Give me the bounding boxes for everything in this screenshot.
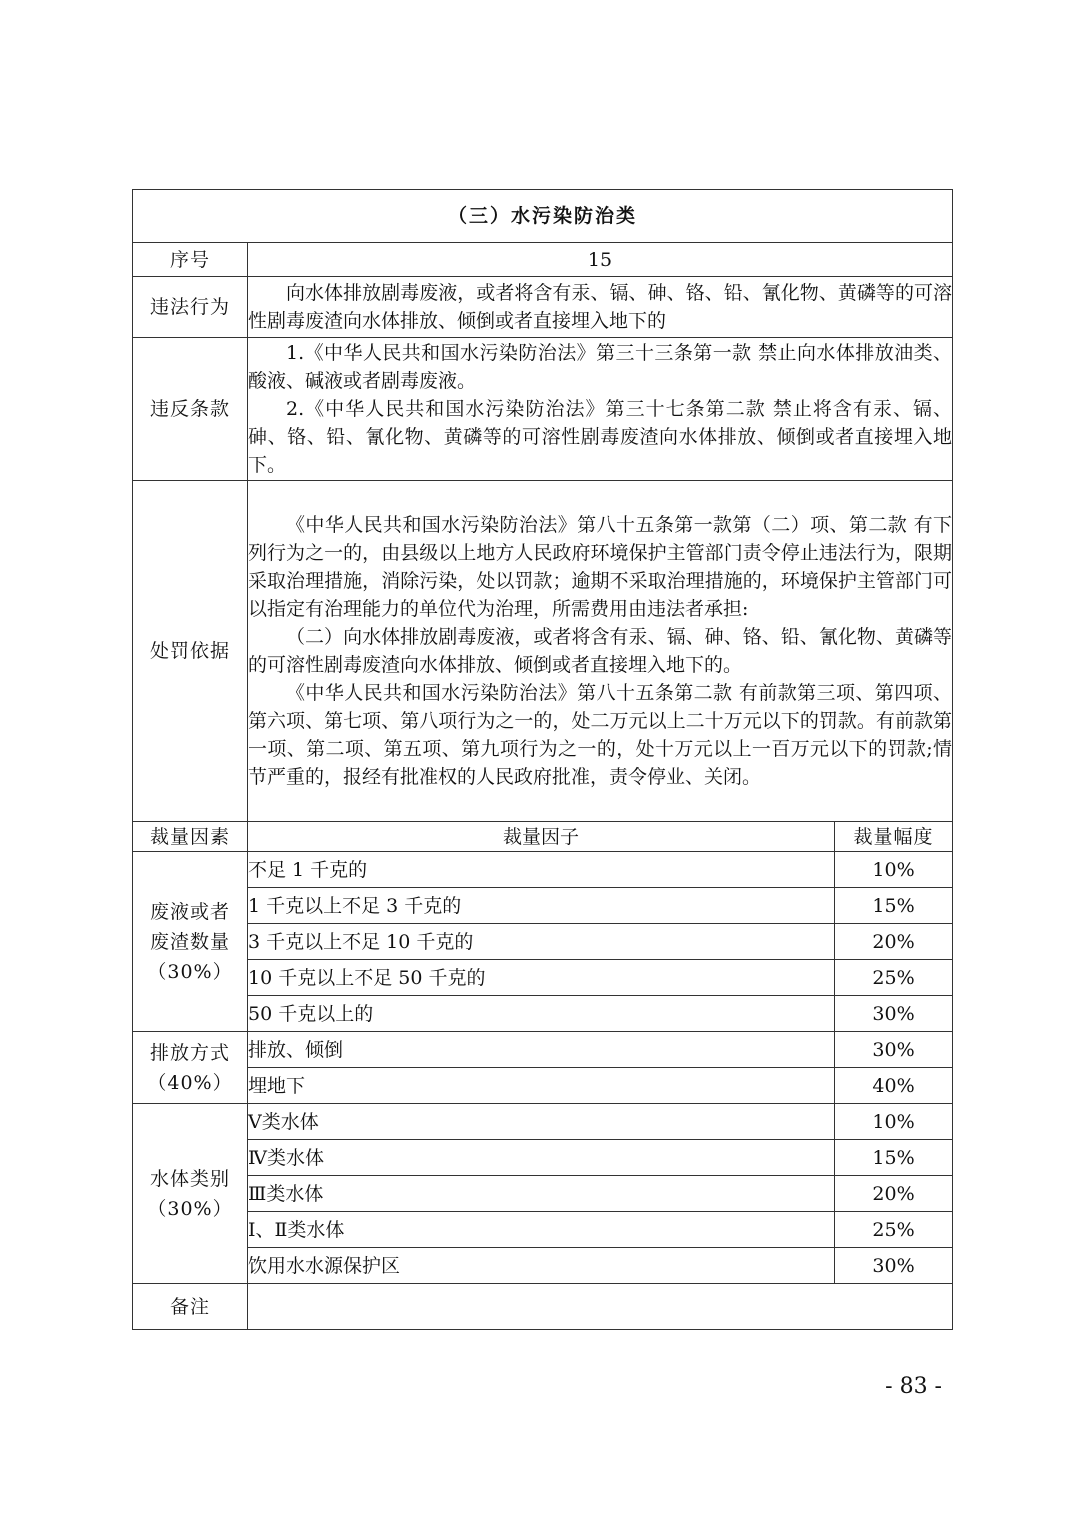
factor-percentage: 25% [835,960,953,996]
factor-group-label-line: 废液或者 [149,900,230,923]
factor-percentage: 15% [835,888,953,924]
remarks-row [133,1284,953,1330]
clauses-label: 违反条款 [133,338,248,481]
factor-percentage: 15% [835,1140,953,1176]
basis-paragraph: 《中华人民共和国水污染防治法》第八十五条第二款 有前款第三项、第四项、第六项、第七项、第八项行为之一的，处二万元以上二十万元以下的罚款。有前款第一项、第二项、第五项、第九项行为之一的，处十万元以上一百万元以下的罚款;情节严重的，报经有批准权的人民政府批准，责令停业、关闭。 [248,682,953,788]
factor-group-label [133,852,248,1032]
factor-text: 排放、倾倒 [248,1032,835,1068]
factor-percentage: 30% [835,1032,953,1068]
factor-text: 50 千克以上的 [248,996,835,1032]
factor-percentage: 20% [835,924,953,960]
factor-percentage: 10% [835,852,953,888]
factor-text: Ⅴ类水体 [248,1104,835,1140]
basis-paragraph: （二）向水体排放剧毒废液，或者将含有汞、镉、砷、铬、铅、氰化物、黄磷等的可溶性剧毒废渣向水体排放、倾倒或者直接埋入地下的。 [248,626,953,676]
clause-paragraph: 2.《中华人民共和国水污染防治法》第三十七条第二款 禁止将含有汞、镉、砷、铬、铅、氰化物、黄磷等的可溶性剧毒废渣向水体排放、倾倒或者直接埋入地下。 [248,398,953,476]
factor-text: 埋地下 [248,1068,835,1104]
factor-percentage: 10% [835,1104,953,1140]
factor-group-label-line: 废渣数量 [149,930,230,953]
clauses-row [133,338,953,481]
factor-group-label-line: （30%） [147,1197,233,1220]
factor-row [133,996,953,1032]
violation-cell [248,277,953,338]
factor-row [133,888,953,924]
factor-text: 不足 1 千克的 [248,852,835,888]
page-number: - 83 - [885,1374,942,1399]
clauses-cell [248,338,953,481]
factor-percentage: 30% [835,1248,953,1284]
factor-row [133,852,953,888]
factor-text: 3 千克以上不足 10 千克的 [248,924,835,960]
title-row [133,190,953,243]
factor-header-row [133,822,953,852]
basis-paragraph: 《中华人民共和国水污染防治法》第八十五条第一款第（二）项、第二款 有下列行为之一的，由县级以上地方人民政府环境保护主管部门责令停止违法行为，限期采取治理措施，消除污染，处以罚款；逾期不采取治理措施的，环境保护主管部门可以指定有治理能力的单位代为治理，所需费用由违法者承担: [248,514,953,620]
serial-value: 15 [248,243,953,277]
factor-text: Ⅳ类水体 [248,1140,835,1176]
factor-group-label-line: 水体类别 [149,1167,230,1190]
factor-group-label-line: 排放方式 [149,1041,230,1064]
factor-row [133,924,953,960]
range-header: 裁量幅度 [835,822,953,852]
factor-text: Ⅰ、Ⅱ类水体 [248,1212,835,1248]
violation-label: 违法行为 [133,277,248,338]
factor-row [133,960,953,996]
factor-text: 10 千克以上不足 50 千克的 [248,960,835,996]
factor-percentage: 25% [835,1212,953,1248]
sub-factor-header: 裁量因子 [248,822,835,852]
table-title: （三）水污染防治类 [133,190,953,243]
violation-text: 向水体排放剧毒废液，或者将含有汞、镉、砷、铬、铅、氰化物、黄磷等的可溶性剧毒废渣向水体排放、倾倒或者直接埋入地下的 [248,282,953,332]
basis-row [133,481,953,822]
factor-percentage: 30% [835,996,953,1032]
basis-cell [248,481,953,822]
factor-row [133,1212,953,1248]
factor-row [133,1248,953,1284]
factor-group-label-line: （30%） [147,960,233,983]
penalty-table [132,189,953,1330]
factor-row [133,1140,953,1176]
remarks-label: 备注 [133,1284,248,1330]
violation-row [133,277,953,338]
clause-paragraph: 1.《中华人民共和国水污染防治法》第三十三条第一款 禁止向水体排放油类、酸液、碱液或者剧毒废液。 [248,342,953,392]
factor-group-label [133,1032,248,1104]
factor-text: Ⅲ类水体 [248,1176,835,1212]
factor-row [133,1068,953,1104]
factor-row [133,1104,953,1140]
serial-row [133,243,953,277]
factor-percentage: 40% [835,1068,953,1104]
factor-percentage: 20% [835,1176,953,1212]
factor-row [133,1176,953,1212]
basis-label: 处罚依据 [133,481,248,822]
factor-text: 饮用水水源保护区 [248,1248,835,1284]
factor-row [133,1032,953,1068]
factor-header: 裁量因素 [133,822,248,852]
factor-text: 1 千克以上不足 3 千克的 [248,888,835,924]
factor-group-label-line: （40%） [147,1071,233,1094]
serial-label: 序号 [133,243,248,277]
remarks-value [248,1284,953,1330]
factor-group-label [133,1104,248,1284]
